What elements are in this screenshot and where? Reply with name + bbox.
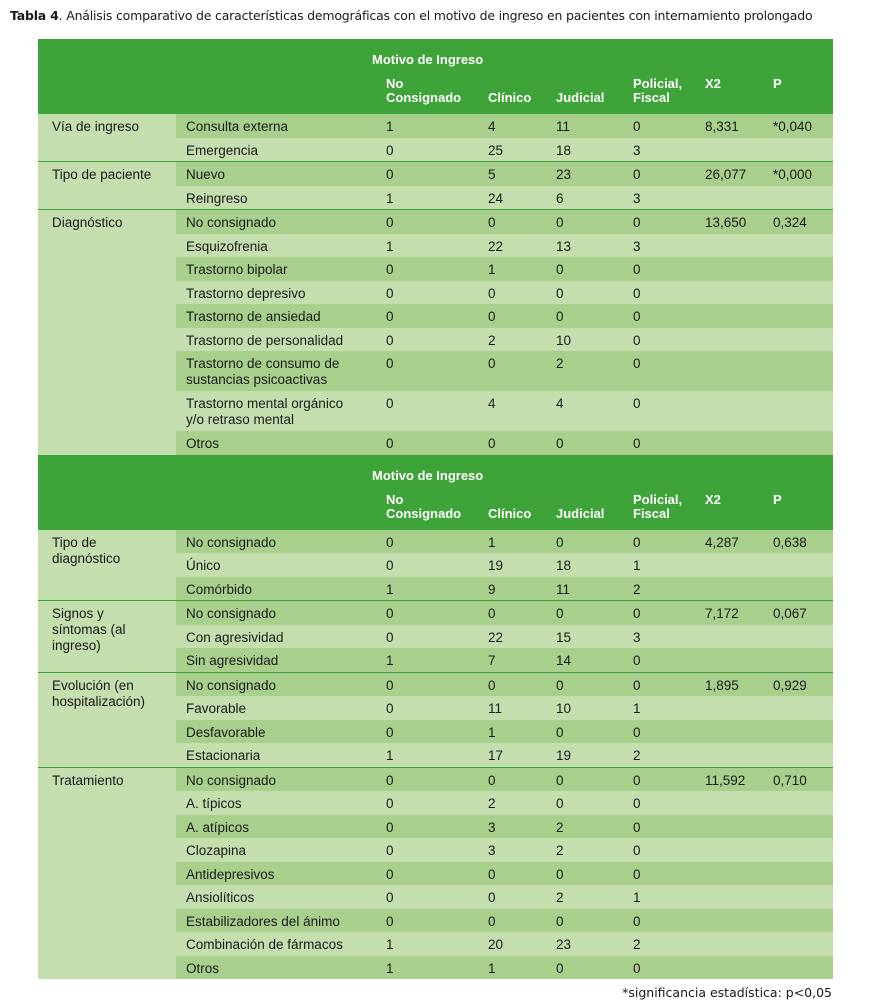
row-group — [38, 600, 833, 672]
value-cell: 0 — [488, 309, 496, 324]
row-group — [38, 114, 833, 161]
value-cell: 0 — [633, 332, 641, 348]
row-background — [176, 138, 833, 162]
table-row — [38, 553, 833, 577]
table-row — [38, 956, 833, 980]
table-row — [38, 673, 833, 697]
value-cell: 17 — [488, 748, 504, 763]
value-cell: 22 — [488, 238, 504, 254]
table-row — [38, 431, 833, 455]
value-cell: 10 — [556, 332, 572, 348]
row-group — [38, 767, 833, 980]
row-background — [176, 186, 833, 210]
value-cell: 7 — [488, 653, 496, 668]
value-cell: 0 — [633, 677, 641, 693]
value-cell: 18 — [556, 142, 572, 158]
value-cell: 6 — [556, 190, 564, 206]
value-cell: 1 — [386, 653, 394, 668]
header-p: P — [773, 76, 782, 91]
value-cell: 0 — [488, 215, 496, 230]
value-cell: 2 — [556, 890, 564, 905]
row-name: Otros — [186, 436, 220, 451]
row-name: No consignado — [186, 534, 277, 550]
footnote: *significancia estadística: p<0,05 — [622, 985, 832, 1000]
group-label: Vía de ingreso — [52, 119, 140, 134]
value-cell: 0 — [386, 724, 394, 740]
value-cell: 0 — [386, 309, 394, 324]
value-cell: 0 — [386, 332, 394, 348]
header-x2: X2 — [705, 76, 721, 91]
value-cell: 0 — [556, 215, 564, 230]
value-cell: 25 — [488, 142, 504, 158]
value-cell: 0 — [633, 819, 641, 835]
group-label: Tipo de diagnóstico — [52, 534, 121, 566]
value-cell: 0 — [488, 677, 496, 693]
value-cell: 0 — [386, 796, 394, 811]
value-cell: 0 — [386, 285, 394, 301]
value-cell: 1 — [386, 581, 394, 597]
x2-cell: 11,592 — [705, 772, 746, 788]
value-cell: 20 — [488, 937, 504, 952]
value-cell: 4 — [556, 396, 564, 411]
value-cell: 0 — [633, 396, 641, 411]
value-cell: 10 — [556, 701, 572, 716]
header-clinico: Clínico — [488, 90, 532, 105]
row-name: No consignado — [186, 215, 277, 230]
value-cell: 22 — [488, 629, 504, 645]
value-cell: 1 — [386, 960, 394, 976]
value-cell: 11 — [556, 119, 571, 134]
value-cell: 18 — [556, 558, 572, 573]
value-cell: 0 — [386, 629, 394, 645]
value-cell: 15 — [556, 629, 572, 645]
value-cell: 0 — [633, 119, 641, 134]
value-cell: 2 — [633, 748, 641, 763]
group-label: Diagnóstico — [52, 215, 123, 230]
value-cell: 0 — [633, 309, 641, 324]
row-name: Sin agresividad — [186, 653, 279, 668]
value-cell: 0 — [488, 606, 496, 621]
table-row — [38, 186, 833, 210]
value-cell: 0 — [386, 215, 394, 230]
value-cell: 0 — [556, 724, 564, 740]
p-cell: 0,929 — [773, 677, 807, 693]
row-name: Trastorno de consumo de sustancias psicoactivas — [186, 356, 340, 387]
row-name: Comórbido — [186, 581, 253, 597]
table-row — [38, 530, 833, 554]
value-cell: 0 — [556, 436, 564, 451]
row-name: Con agresividad — [186, 629, 284, 645]
table-row — [38, 114, 833, 138]
value-cell: 1 — [633, 558, 641, 573]
value-cell: 0 — [386, 356, 394, 371]
value-cell: 1 — [488, 262, 496, 277]
table-header-1 — [38, 39, 833, 114]
value-cell: 0 — [556, 309, 564, 324]
value-cell: 0 — [386, 606, 394, 621]
value-cell: 0 — [386, 558, 394, 573]
value-cell: 2 — [556, 819, 564, 835]
value-cell: 0 — [633, 436, 641, 451]
x2-cell: 13,650 — [705, 215, 747, 230]
value-cell: 2 — [556, 843, 564, 858]
row-name: Trastorno bipolar — [186, 262, 288, 277]
row-name: Ansiolíticos — [186, 890, 255, 905]
row-name: Clozapina — [186, 843, 247, 858]
table-row — [38, 162, 833, 186]
value-cell: 0 — [633, 167, 641, 182]
value-cell: 0 — [633, 960, 641, 976]
value-cell: 1 — [386, 748, 394, 763]
row-name: Favorable — [186, 701, 247, 716]
row-name: A. atípicos — [186, 819, 250, 835]
value-cell: 0 — [488, 436, 496, 451]
value-cell: 0 — [556, 866, 564, 882]
value-cell: 0 — [488, 285, 496, 301]
value-cell: 2 — [633, 581, 641, 597]
header-no-consignado: No Consignado — [386, 76, 462, 105]
row-name: Trastorno de ansiedad — [186, 309, 321, 324]
row-background — [176, 885, 833, 909]
value-cell: 1 — [633, 701, 641, 716]
value-cell: 13 — [556, 238, 572, 254]
value-cell: 0 — [556, 960, 564, 976]
value-cell: 11 — [556, 581, 571, 597]
table-row — [38, 391, 833, 431]
table-row — [38, 932, 833, 956]
value-cell: 0 — [633, 653, 641, 668]
value-cell: 23 — [556, 937, 572, 952]
table-row — [38, 281, 833, 305]
row-name: Estacionaria — [186, 748, 261, 763]
value-cell: 0 — [556, 262, 564, 277]
value-cell: 0 — [633, 866, 641, 882]
value-cell: 2 — [488, 332, 496, 348]
row-group — [38, 530, 833, 601]
row-name: No consignado — [186, 772, 277, 788]
value-cell: 0 — [488, 772, 496, 788]
x2-cell: 4,287 — [705, 534, 739, 550]
value-cell: 1 — [488, 534, 496, 550]
table-row — [38, 234, 833, 258]
table-row — [38, 210, 833, 234]
row-name: Combinación de fármacos — [186, 937, 343, 952]
value-cell: 1 — [633, 890, 641, 905]
table-header-2 — [38, 455, 833, 530]
table-row — [38, 909, 833, 933]
value-cell: 0 — [556, 913, 564, 929]
value-cell: 1 — [488, 960, 496, 976]
row-background — [176, 838, 833, 862]
table-row — [38, 257, 833, 281]
p-cell: 0,710 — [773, 772, 807, 788]
value-cell: 0 — [386, 167, 394, 182]
value-cell: 2 — [556, 356, 564, 371]
value-cell: 4 — [488, 119, 496, 134]
p-cell: 0,067 — [773, 606, 807, 621]
value-cell: 0 — [386, 436, 394, 451]
table-row — [38, 696, 833, 720]
table-row — [38, 885, 833, 909]
p-cell: *0,000 — [773, 167, 813, 182]
value-cell: 3 — [633, 629, 641, 645]
value-cell: 0 — [633, 262, 641, 277]
caption-label: Tabla 4 — [10, 8, 59, 23]
value-cell: 1 — [386, 119, 394, 134]
table-row — [38, 625, 833, 649]
row-group — [38, 161, 833, 209]
row-name: Desfavorable — [186, 724, 266, 740]
row-background — [176, 234, 833, 258]
row-background — [176, 956, 833, 980]
value-cell: 0 — [386, 866, 394, 882]
header-policial-fiscal: Policial, Fiscal — [633, 76, 683, 105]
row-group — [38, 672, 833, 767]
value-cell: 3 — [633, 190, 641, 206]
header-judicial: Judicial — [556, 505, 605, 521]
comparison-table — [38, 39, 833, 979]
row-background — [176, 553, 833, 577]
value-cell: 0 — [386, 819, 394, 835]
value-cell: 0 — [633, 285, 641, 301]
value-cell: 0 — [556, 534, 564, 550]
value-cell: 0 — [633, 724, 641, 740]
value-cell: 1 — [386, 190, 394, 206]
value-cell: 1 — [386, 937, 394, 952]
p-cell: 0,324 — [773, 215, 807, 230]
header-policial-fiscal: Policial, Fiscal — [633, 491, 683, 521]
value-cell: 19 — [556, 748, 572, 763]
value-cell: 0 — [556, 677, 564, 693]
value-cell: 0 — [556, 796, 564, 811]
table-row — [38, 601, 833, 625]
value-cell: 3 — [488, 819, 496, 835]
p-cell: *0,040 — [773, 119, 813, 134]
value-cell: 0 — [386, 701, 394, 716]
value-cell: 0 — [386, 772, 394, 788]
table-row — [38, 862, 833, 886]
table-row — [38, 768, 833, 792]
value-cell: 4 — [488, 396, 496, 411]
row-name: Antidepresivos — [186, 866, 275, 882]
value-cell: 0 — [386, 262, 394, 277]
value-cell: 0 — [386, 677, 394, 693]
row-name: No consignado — [186, 606, 277, 621]
group-label: Tratamiento — [52, 772, 124, 788]
value-cell: 9 — [488, 581, 496, 597]
group-label: Tipo de paciente — [52, 167, 152, 182]
table-caption — [10, 8, 812, 23]
value-cell: 0 — [633, 356, 641, 371]
header-p: P — [773, 491, 782, 507]
header-title: Motivo de Ingreso — [372, 467, 484, 483]
value-cell: 0 — [633, 913, 641, 929]
row-name: Emergencia — [186, 142, 259, 158]
header-no-consignado: No Consignado — [386, 491, 462, 521]
row-group — [38, 209, 833, 455]
value-cell: 0 — [488, 913, 496, 929]
table-row — [38, 791, 833, 815]
table-row — [38, 577, 833, 601]
value-cell: 19 — [488, 558, 504, 573]
table-row — [38, 815, 833, 839]
row-name: Esquizofrenia — [186, 238, 268, 254]
value-cell: 0 — [386, 142, 394, 158]
value-cell: 0 — [633, 772, 641, 788]
value-cell: 3 — [633, 142, 641, 158]
caption-text: . Análisis comparativo de características demográficas con el motivo de ingreso en pacientes con internamiento prolongado — [58, 8, 813, 23]
row-name: Nuevo — [186, 167, 226, 182]
row-name: No consignado — [186, 677, 277, 693]
value-cell: 0 — [633, 215, 641, 230]
row-name: Estabilizadores del ánimo — [186, 913, 340, 929]
header-x2: X2 — [705, 491, 721, 507]
table-row — [38, 328, 833, 352]
row-name: A. típicos — [186, 796, 242, 811]
table-row — [38, 838, 833, 862]
row-name: Trastorno depresivo — [186, 285, 306, 301]
value-cell: 0 — [386, 396, 394, 411]
row-name: Otros — [186, 960, 220, 976]
group-label: Signos y síntomas (al ingreso) — [52, 606, 126, 653]
value-cell: 0 — [386, 913, 394, 929]
table-row — [38, 648, 833, 672]
row-background — [176, 431, 833, 455]
row-background — [176, 577, 833, 601]
row-name: Único — [186, 558, 221, 573]
table-row — [38, 304, 833, 328]
value-cell: 0 — [556, 772, 564, 788]
value-cell: 11 — [488, 701, 503, 716]
group-label: Evolución (en hospitalización) — [52, 677, 146, 709]
value-cell: 0 — [386, 890, 394, 905]
value-cell: 0 — [633, 796, 641, 811]
value-cell: 24 — [488, 190, 504, 206]
header-clinico: Clínico — [488, 505, 532, 521]
value-cell: 5 — [488, 167, 496, 182]
value-cell: 0 — [488, 356, 496, 371]
value-cell: 0 — [488, 890, 496, 905]
value-cell: 3 — [488, 843, 496, 858]
value-cell: 3 — [633, 238, 641, 254]
value-cell: 0 — [386, 843, 394, 858]
row-name: Trastorno mental orgánico y/o retraso mental — [186, 396, 344, 427]
value-cell: 0 — [633, 606, 641, 621]
value-cell: 0 — [488, 866, 496, 882]
value-cell: 0 — [633, 534, 641, 550]
value-cell: 2 — [488, 796, 496, 811]
value-cell: 23 — [556, 167, 572, 182]
row-background — [176, 696, 833, 720]
table-row — [38, 138, 833, 162]
x2-cell: 1,895 — [705, 677, 739, 693]
x2-cell: 8,331 — [705, 119, 739, 134]
value-cell: 0 — [556, 606, 564, 621]
value-cell: 1 — [488, 724, 496, 740]
value-cell: 14 — [556, 653, 572, 668]
value-cell: 1 — [386, 238, 394, 254]
value-cell: 0 — [556, 285, 564, 301]
x2-cell: 7,172 — [705, 606, 739, 621]
header-title: Motivo de Ingreso — [372, 52, 484, 67]
row-name: Reingreso — [186, 190, 248, 206]
table-row — [38, 743, 833, 767]
row-background — [176, 791, 833, 815]
row-background — [176, 743, 833, 767]
row-background — [176, 815, 833, 839]
row-name: Trastorno de personalidad — [186, 332, 344, 348]
row-background — [176, 720, 833, 744]
row-name: Consulta externa — [186, 119, 289, 134]
table-row — [38, 720, 833, 744]
table-row — [38, 351, 833, 391]
x2-cell: 26,077 — [705, 167, 747, 182]
value-cell: 2 — [633, 937, 641, 952]
value-cell: 0 — [633, 843, 641, 858]
value-cell: 0 — [386, 534, 394, 550]
header-judicial: Judicial — [556, 90, 605, 105]
p-cell: 0,638 — [773, 534, 807, 550]
